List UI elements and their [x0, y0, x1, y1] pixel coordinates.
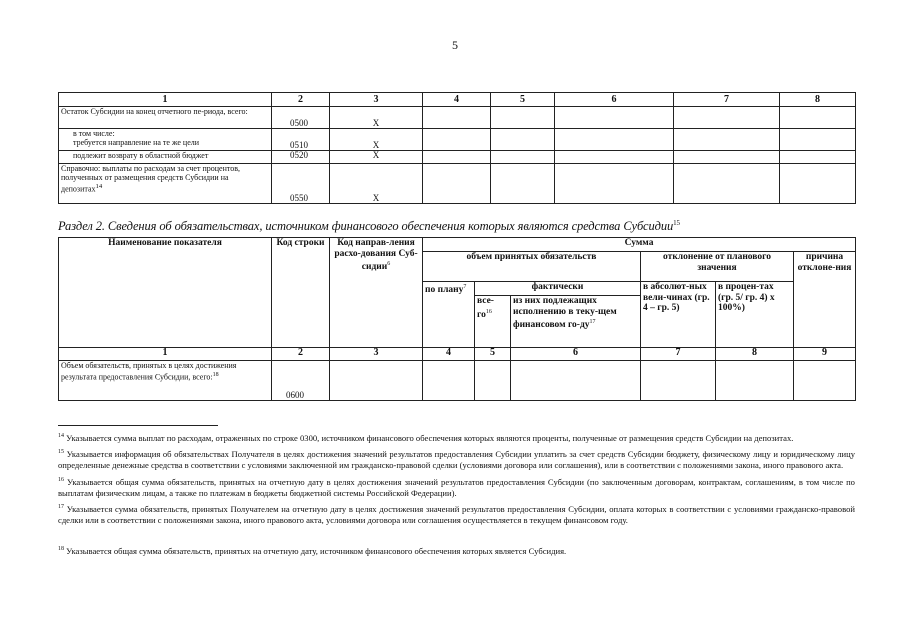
column-number: 8 [780, 93, 856, 107]
column-number: 3 [330, 93, 423, 107]
header-accepted-obligations: объем принятых обязательств [423, 252, 641, 282]
column-number-row [59, 348, 856, 361]
header-row-code: Код строки [272, 238, 330, 348]
column-number: 4 [423, 348, 475, 361]
row-code: 0510 [272, 129, 330, 151]
table-row [59, 129, 856, 151]
header-by-plan: по плану$^7$ [423, 282, 475, 348]
column-number: 9 [794, 348, 856, 361]
header-percent: в процен-тах (гр. 5/ гр. 4) х 100%) [716, 282, 794, 348]
table-row [59, 151, 856, 164]
row-code: 0520 [272, 151, 330, 164]
column-number: 1 [59, 93, 272, 107]
row-x-mark: X [330, 151, 423, 164]
balance-table [58, 92, 856, 204]
header-deviation: отклонение от планового значения [641, 252, 794, 282]
footnote: $^{14}$ Указывается сумма выплат по расходам, отраженных по строке 0300, источником финансового обеспечения которых являются проценты, полученные от размещения средств Субсидии на депозитах. [58, 432, 794, 443]
row-name: подлежит возврату в областной бюджет [59, 151, 272, 164]
footnote: $^{18}$ Указывается общая сумма обязательств, принятых на отчетную дату, источником финансового обеспечения которых является Субсидия. [58, 545, 567, 556]
row-name: в том числе: требуется направление на те же цели [59, 129, 272, 151]
row-x-mark: X [330, 107, 423, 129]
column-number: 2 [272, 93, 330, 107]
table-header-row [59, 238, 856, 252]
column-number: 6 [555, 93, 674, 107]
footnote-divider [58, 425, 218, 426]
footnote: $^{16}$ Указывается общая сумма обязательств, принятых на отчетную дату в целях достижения значений результатов предоставления Субсидии (по заключенным договорам, контрактам, соглашениям, в том числе по выплатам физическим лицам, а также по платежам в бюджеты бюджетной системы Российской Федерации). [58, 476, 855, 498]
column-number: 4 [423, 93, 491, 107]
column-number: 3 [330, 348, 423, 361]
header-reason: причина отклоне-ния [794, 252, 856, 348]
column-number: 6 [511, 348, 641, 361]
column-number: 7 [641, 348, 716, 361]
column-number: 2 [272, 348, 330, 361]
header-direction-code: Код направ-ления расхо-дования Суб-сидии$^6$ [330, 238, 423, 348]
table-header-row [59, 93, 856, 107]
header-indicator-name: Наименование показателя [59, 238, 272, 348]
row-code: 0600 [272, 361, 330, 401]
row-name: Справочно: выплаты по расходам за счет процентов, полученных от размещения средств Субсидии на депозитах$^{14}$ [59, 164, 272, 204]
row-code: 0500 [272, 107, 330, 129]
row-x-mark: X [330, 164, 423, 204]
footnote: $^{17}$ Указывается сумма обязательств, принятых Получателем на отчетную дату в целях достижения значений результатов предоставления Субсидии, оплата которых в соответствии с условиями гражданско-правовой сделки или в соответствии с положениями закона, иного правового акта, условиями договора или соглашения осуществляется в текущем финансовом году. [58, 503, 855, 526]
footnotes [58, 431, 855, 560]
header-absolute: в абсолют-ных вели-чинах (гр. 4 – гр. 5) [641, 282, 716, 348]
header-actual: фактически [475, 282, 641, 296]
row-x-mark: X [330, 129, 423, 151]
row-code: 0550 [272, 164, 330, 204]
header-current-year: из них подлежащих исполнению в теку-щем финансовом $го-ду^{17}$ [511, 296, 641, 348]
row-name: Остаток Субсидии на конец отчетного пе-риода, всего: [59, 107, 272, 129]
column-number: 8 [716, 348, 794, 361]
page-number: 5 [452, 38, 458, 52]
column-number: 1 [59, 348, 272, 361]
obligations-table [58, 237, 856, 401]
footnote: $^{15}$ Указывается информация об обязательствах Получателя в целях достижения значений результатов предоставления Субсидии уплатить за счет средств Субсидии бюджету, физическому лицу и юридическому лицу определенные денежные средства в соответствии с условиями заключенной им гражданско-правовой сделки (условиями договора или соглашения), или в соответствии с положениями закона, иного правового акта. [58, 449, 855, 471]
section-2-title: Раздел 2. Сведения об обязательствах, источником финансового обеспечения которых являются средства Субсидии$^{15}$ [58, 219, 680, 234]
table-row [59, 107, 856, 129]
header-sum: Сумма [423, 238, 856, 252]
header-total: все-$го^{16}$ [475, 296, 511, 348]
column-number: 5 [475, 348, 511, 361]
row-name: Объем обязательств, принятых в целях достижения результата предоставления Субсидии, всего:$^{18}$ [59, 361, 272, 401]
column-number: 7 [674, 93, 780, 107]
table-row [59, 164, 856, 204]
column-number: 5 [491, 93, 555, 107]
table-row [59, 361, 856, 401]
